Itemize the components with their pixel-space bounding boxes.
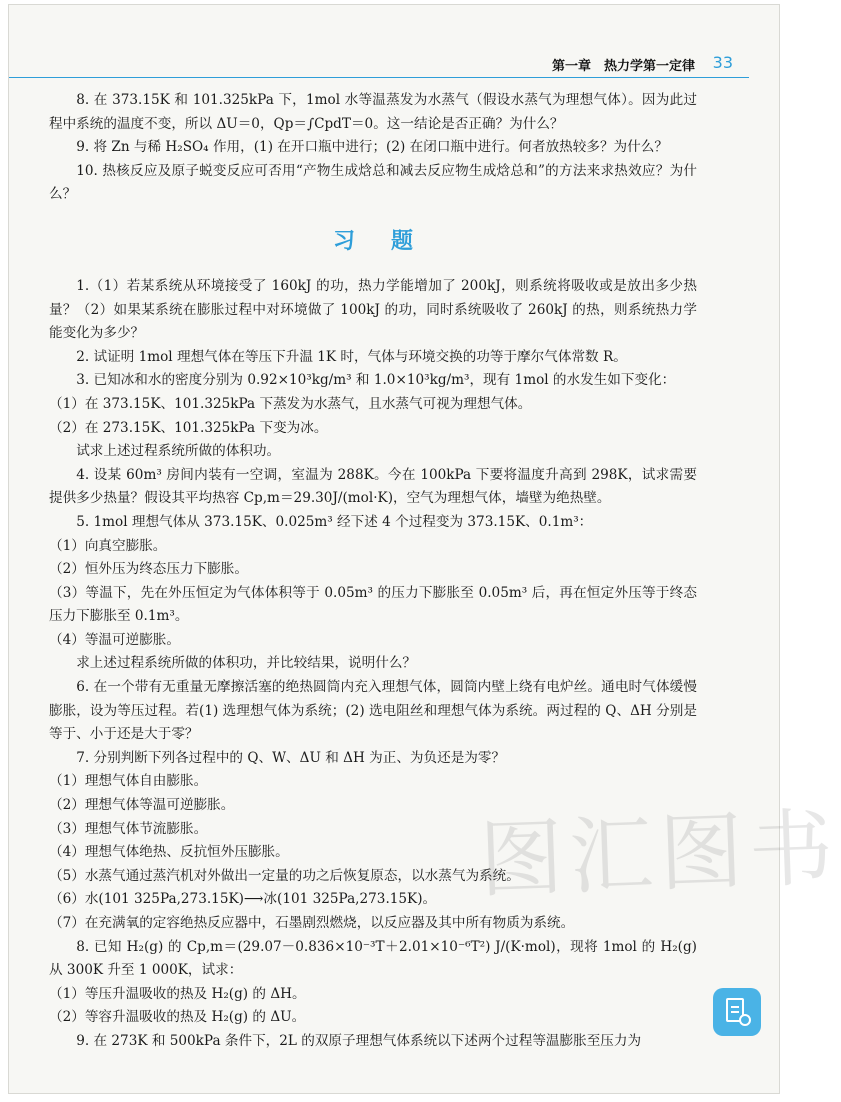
exercise-paragraph: （4）理想气体绝热、反抗恒外压膨胀。 — [49, 844, 289, 861]
notes-icon[interactable] — [713, 988, 761, 1036]
exercise-paragraph: （2）等容升温吸收的热及 H₂(g) 的 ΔU。 — [49, 1009, 306, 1026]
exercise-paragraph: 8. 已知 H₂(g) 的 Cp,m＝(29.07－0.836×10⁻³T＋2.01×10⁻⁶T²) J/(K·mol)，现将 1mol 的 H₂(g) 从 300K 升至 1 000K，试求： — [49, 938, 697, 979]
exercise-paragraph: 1.（1）若某系统从环境接受了 160kJ 的功，热力学能增加了 200kJ，则系统将吸收或是放出多少热量？（2）如果某系统在膨胀过程中对环境做了 100kJ 的功，同时系统吸收了 260kJ 的热，则系统热力学能变化为多少？ — [49, 277, 697, 342]
exercise-paragraph: 7. 分别判断下列各过程中的 Q、W、ΔU 和 ΔH 为正、为负还是为零？ — [76, 749, 506, 766]
question-8: 8. 在 373.15K 和 101.325kPa 下，1mol 水等温蒸发为水蒸气（假设水蒸气为理想气体）。因为此过程中系统的温度不变，所以 ΔU＝0，Qp＝∫CpdT＝0。这一结论是否正确？为什么？ — [49, 92, 697, 132]
chapter-title: 第一章 热力学第一定律 — [551, 59, 695, 74]
page-header — [9, 49, 779, 79]
exercise-paragraph: 4. 设某 60m³ 房间内装有一空调，室温为 288K。今在 100kPa 下要将温度升高到 298K，试求需要提供多少热量？假设其平均热容 Cp,m＝29.30J/(mol·K)，空气为理想气体，墙壁为绝热壁。 — [49, 466, 697, 507]
watermark: 图汇图书 — [477, 798, 841, 910]
exercise-paragraph: 5. 1mol 理想气体从 373.15K、0.025m³ 经下述 4 个过程变为 373.15K、0.1m³： — [76, 513, 593, 530]
exercise-paragraph: （1）理想气体自由膨胀。 — [49, 773, 208, 790]
page-number: 33 — [712, 53, 733, 72]
exercise-paragraph: （1）向真空膨胀。 — [49, 537, 167, 554]
exercise-paragraph: 试求上述过程系统所做的体积功。 — [76, 443, 281, 460]
pen-icon — [739, 1014, 751, 1026]
exercise-list — [49, 275, 697, 1054]
textbook-page — [8, 4, 841, 1094]
exercise-paragraph: （2）理想气体等温可逆膨胀。 — [49, 797, 235, 814]
exercise-paragraph: （3）理想气体节流膨胀。 — [49, 820, 208, 837]
exercise-paragraph: （5）水蒸气通过蒸汽机对外做出一定量的功之后恢复原态，以水蒸气为系统。 — [49, 867, 520, 884]
exercise-paragraph: 3. 已知冰和水的密度分别为 0.92×10³kg/m³ 和 1.0×10³kg/m³，现有 1mol 的水发生如下变化： — [76, 372, 676, 389]
exercise-paragraph: （1）在 373.15K、101.325kPa 下蒸发为水蒸气，且水蒸气可视为理想气体。 — [49, 395, 532, 412]
exercise-paragraph: 2. 试证明 1mol 理想气体在等压下升温 1K 时，气体与环境交换的功等于摩尔气体常数 R。 — [76, 348, 627, 365]
exercise-paragraph: （7）在充满氧的定容绝热反应器中，石墨剧烈燃烧，以反应器及其中所有物质为系统。 — [49, 915, 575, 931]
exercise-paragraph: （2）在 273.15K、101.325kPa 下变为冰。 — [49, 419, 328, 436]
exercise-paragraph: （1）等压升温吸收的热及 H₂(g) 的 ΔH。 — [49, 985, 306, 1002]
exercise-paragraph: 6. 在一个带有无重量无摩擦活塞的绝热圆筒内充入理想气体，圆筒内壁上绕有电炉丝。通电时气体缓慢膨胀，设为等压过程。若(1) 选理想气体为系统；(2) 选电阻丝和理想气体为系统。两过程的 Q、ΔH 分别是等于、小于还是大于零？ — [49, 679, 697, 743]
question-9: 9. 将 Zn 与稀 H₂SO₄ 作用，(1) 在开口瓶中进行；(2) 在闭口瓶中进行。何者放热较多？为什么？ — [76, 139, 668, 156]
page-content — [49, 89, 697, 1054]
exercise-paragraph: （2）恒外压为终态压力下膨胀。 — [49, 561, 248, 578]
exercise-paragraph: （3）等温下，先在外压恒定为气体体积等于 0.05m³ 的压力下膨胀至 0.05m³ 后，再在恒定外压等于终态压力下膨胀至 0.1m³。 — [49, 584, 697, 625]
exercise-paragraph: （4）等温可逆膨胀。 — [49, 631, 180, 648]
header-rule — [9, 77, 749, 78]
exercise-paragraph: 求上述过程系统所做的体积功，并比较结果，说明什么？ — [76, 655, 417, 672]
exercise-paragraph: 9. 在 273K 和 500kPa 条件下，2L 的双原子理想气体系统以下述两个过程等温膨胀至压力为 — [76, 1032, 642, 1049]
section-title: 习题 — [332, 228, 449, 254]
exercise-paragraph: （6）水(101 325Pa,273.15K)⟶冰(101 325Pa,273.15K)。 — [49, 891, 437, 908]
question-10: 10. 热核反应及原子蜕变反应可否用“产物生成焓总和减去反应物生成焓总和”的方法来求热效应？为什么？ — [49, 162, 697, 203]
